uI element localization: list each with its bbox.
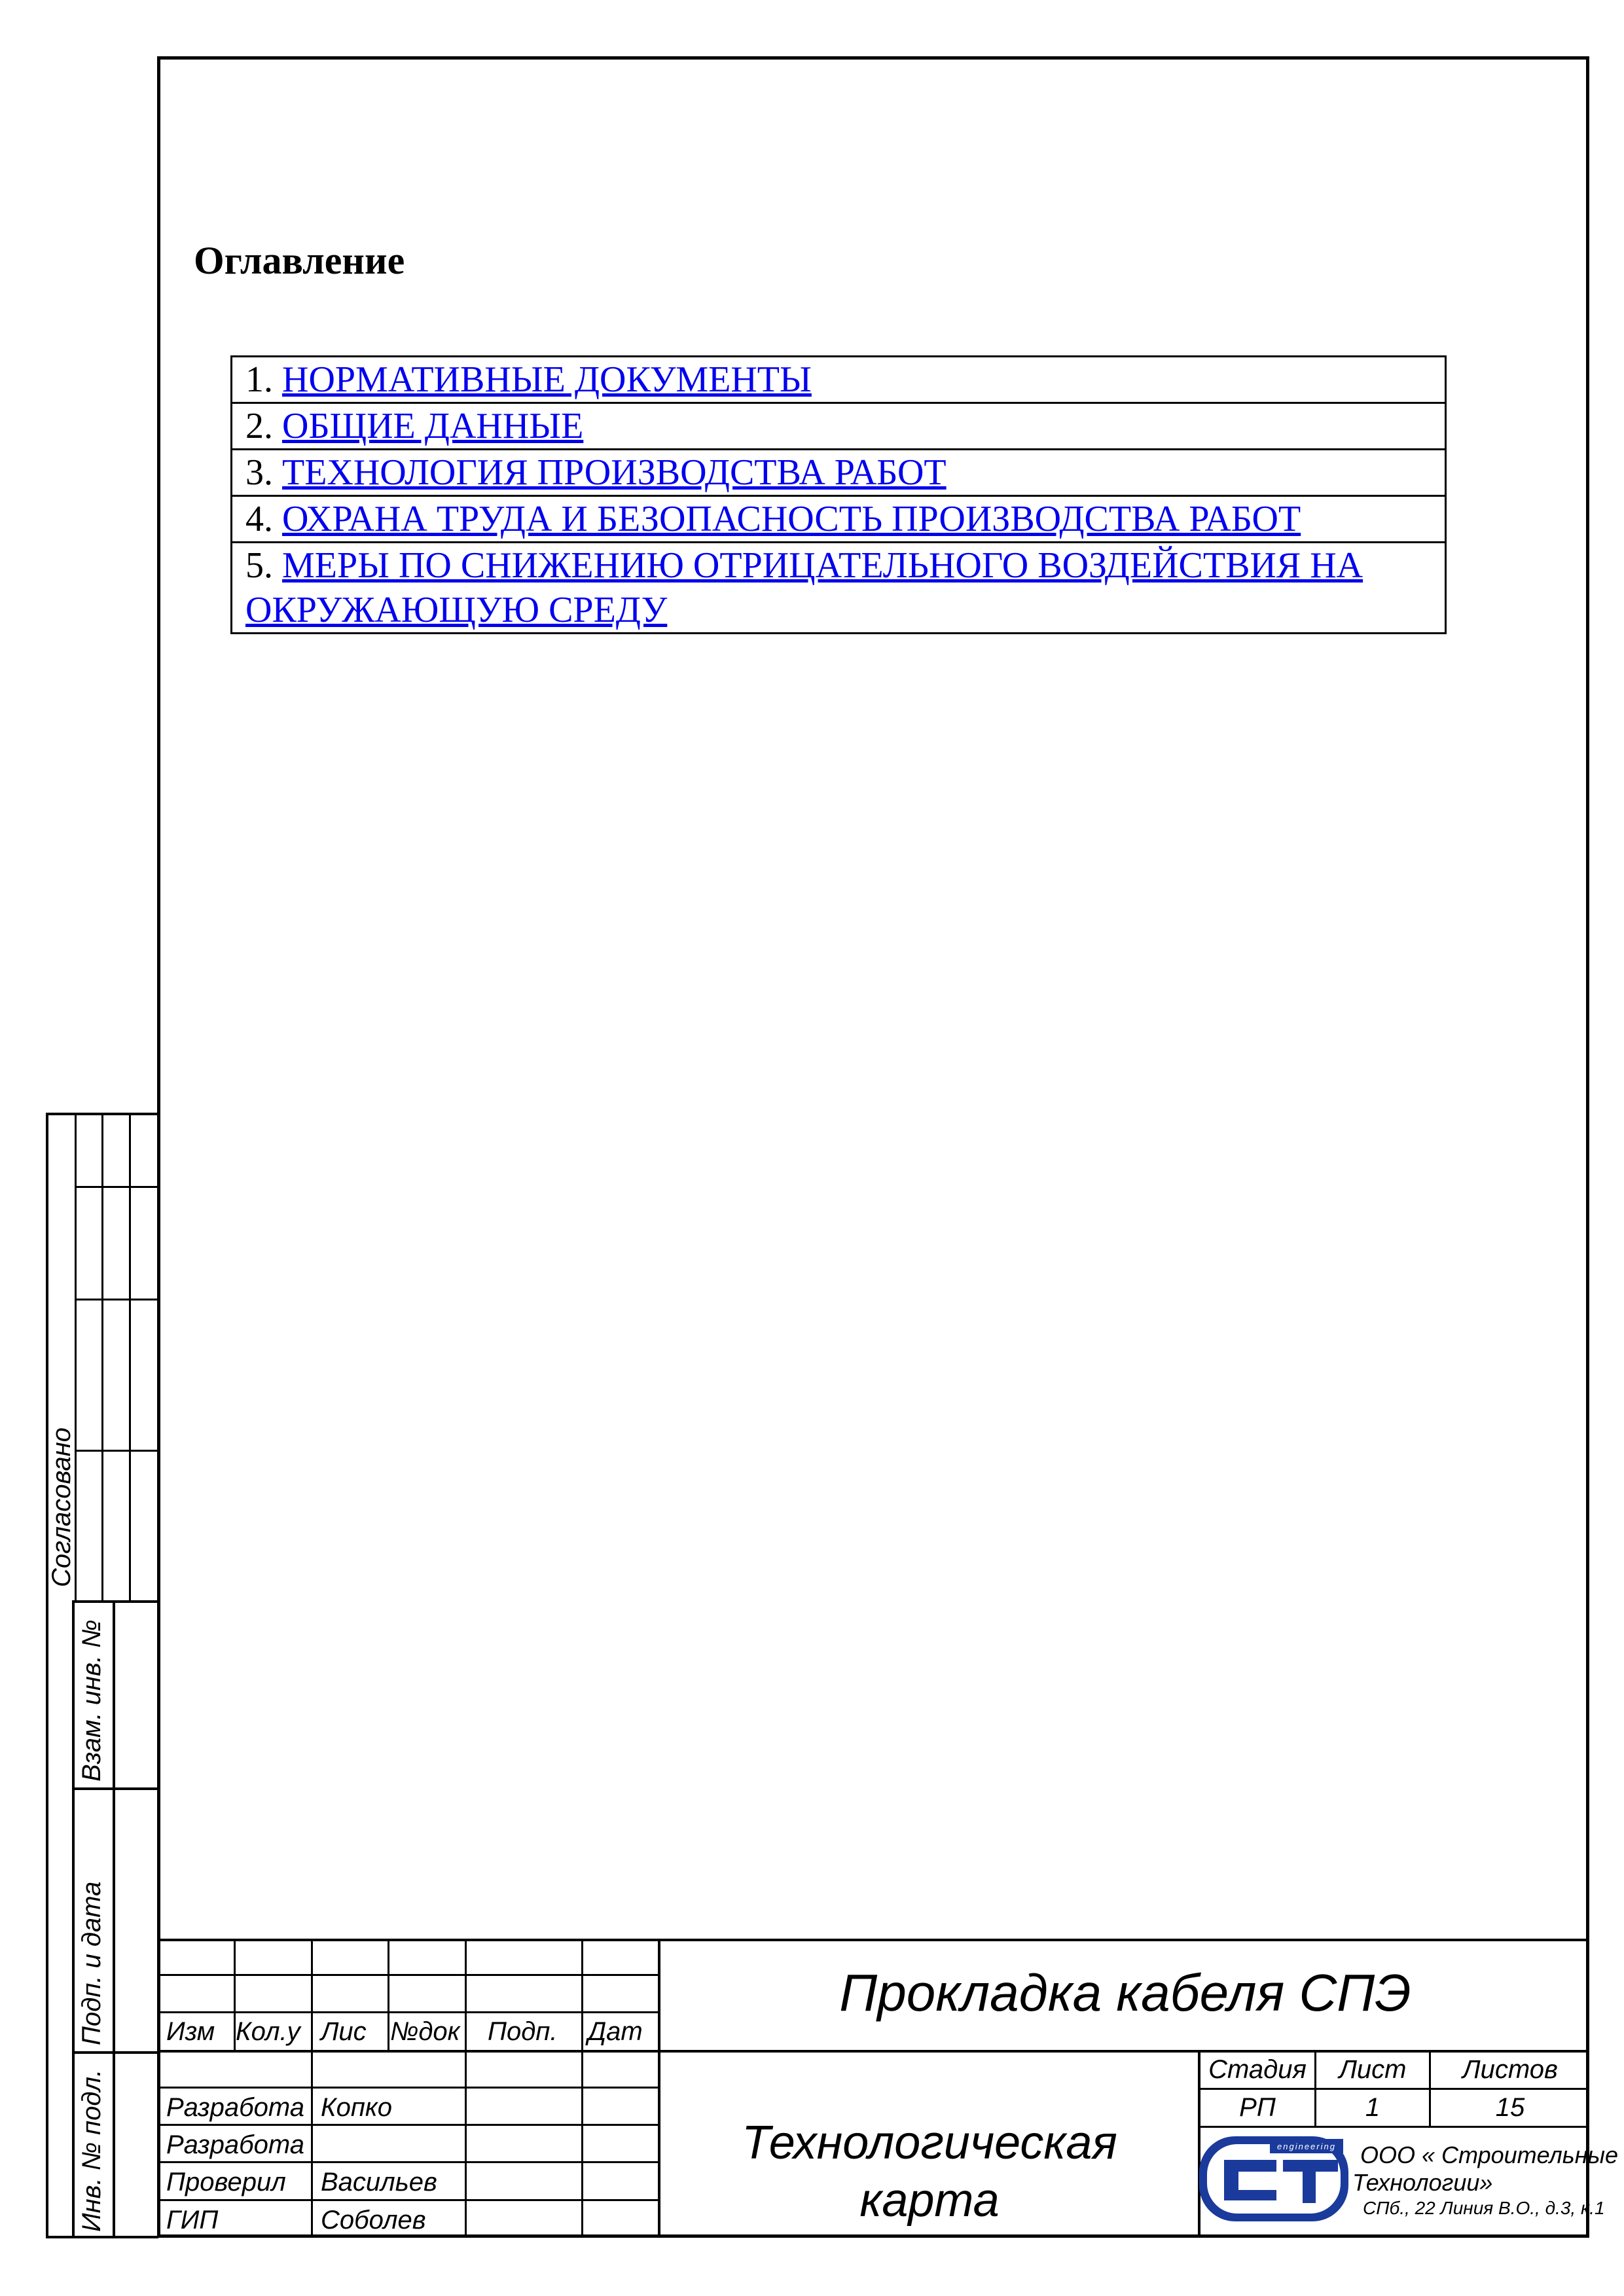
header-kol: Кол.у [236,2017,300,2046]
doc-title-line1: Технологическая [742,2117,1117,2169]
toc-num: 2. [245,406,273,446]
title-block-line [658,1939,660,2238]
company-logo [1198,2135,1350,2223]
sheet-value: 1 [1365,2093,1380,2122]
header-podp: Подп. [488,2017,558,2046]
title-block-line [157,2124,660,2126]
company-address: СПб., 22 Линия В.О., д.3, к.1 [1363,2198,1605,2218]
header-doc: №док [390,2017,460,2046]
toc-cell [232,543,1446,634]
title-block-line [157,2087,660,2089]
title-block-line [157,1939,1589,1941]
title-block-line [465,1939,467,2238]
stamp-replace-inv: Взам. инв. № [77,1619,106,1782]
stamp-sign-date: Подп. и дата [77,1881,106,2045]
toc-link-general[interactable]: ОБЩИЕ ДАННЫЕ [282,406,584,446]
title-block-line [388,1939,389,2051]
side-stamp-line [46,1113,48,2238]
toc-num: 4. [245,499,273,539]
header-izm: Изм [166,2017,215,2046]
role-name: Соболев [321,2206,426,2234]
company-line2: Технологии» [1352,2169,1493,2196]
header-list: Лис [321,2017,367,2046]
role-name: Копко [321,2093,392,2122]
doc-title-line2: карта [859,2174,1000,2227]
title-block-line [311,1939,313,2238]
title-block-line [1198,2088,1589,2090]
toc-row [232,496,1446,543]
toc-link-environment[interactable] [245,545,1363,630]
stamp-agreed: Согласовано [47,1427,76,1587]
stage-value: РП [1239,2093,1276,2122]
toc-link-normative[interactable]: НОРМАТИВНЫЕ ДОКУМЕНТЫ [282,359,812,400]
toc-link-safety[interactable]: ОХРАНА ТРУДА И БЕЗОПАСНОСТЬ ПРОИЗВОДСТВА РАБОТ [282,499,1301,539]
toc-row [232,543,1446,634]
side-stamp-line [72,2051,158,2054]
project-title: Прокладка кабеля СПЭ [839,1964,1411,2022]
role-label: Проверил [166,2168,286,2197]
sheets-label: Листов [1462,2055,1558,2084]
title-block-line [157,2199,660,2201]
title-block-line [157,2050,1589,2053]
toc-cell [232,357,1446,403]
company-line1: ООО « Строительные [1360,2142,1619,2168]
side-stamp-line [72,1787,158,1790]
sheets-value: 15 [1495,2093,1525,2122]
toc-cell [232,450,1446,496]
logo-text: engineering [1277,2142,1336,2151]
toc-row [232,403,1446,450]
title-block-line [157,2161,660,2163]
toc-num: 3. [245,452,273,493]
toc-cell [232,496,1446,543]
side-stamp-line [46,2236,158,2238]
side-stamp-line [113,1600,115,2238]
title-block-line [157,1974,660,1976]
side-stamp-line [72,1600,75,2238]
title-block-line [581,1939,583,2238]
title-block-line [1198,2126,1589,2128]
role-name: Васильев [321,2168,437,2197]
toc-link-technology[interactable]: ТЕХНОЛОГИЯ ПРОИЗВОДСТВА РАБОТ [282,452,947,493]
header-date: Дат [588,2017,643,2046]
toc-num: 5. [245,545,273,586]
toc-cell [232,403,1446,450]
toc-link-line: ОКРУЖАЮЩУЮ СРЕДУ [245,590,668,630]
stamp-inv-orig: Инв. № подл. [77,2069,106,2232]
toc-heading: Оглавление [194,239,405,282]
sheet-label: Лист [1339,2055,1407,2084]
toc-row [232,450,1446,496]
toc-num: 1. [245,359,273,400]
side-stamp-line [75,1186,158,1188]
toc-row [232,357,1446,403]
role-label: Разработа [166,2093,304,2122]
toc-link-line: МЕРЫ ПО СНИЖЕНИЮ ОТРИЦАТЕЛЬНОГО ВОЗДЕЙСТВИЯ НА [282,545,1363,586]
toc-table [230,355,1447,634]
side-stamp-line [75,1299,158,1300]
side-stamp-line [72,1600,158,1603]
role-label: ГИП [166,2206,219,2234]
role-label: Разработа [166,2130,304,2159]
stage-label: Стадия [1208,2055,1307,2084]
side-stamp-line [75,1450,158,1452]
title-block-line [157,2011,660,2013]
